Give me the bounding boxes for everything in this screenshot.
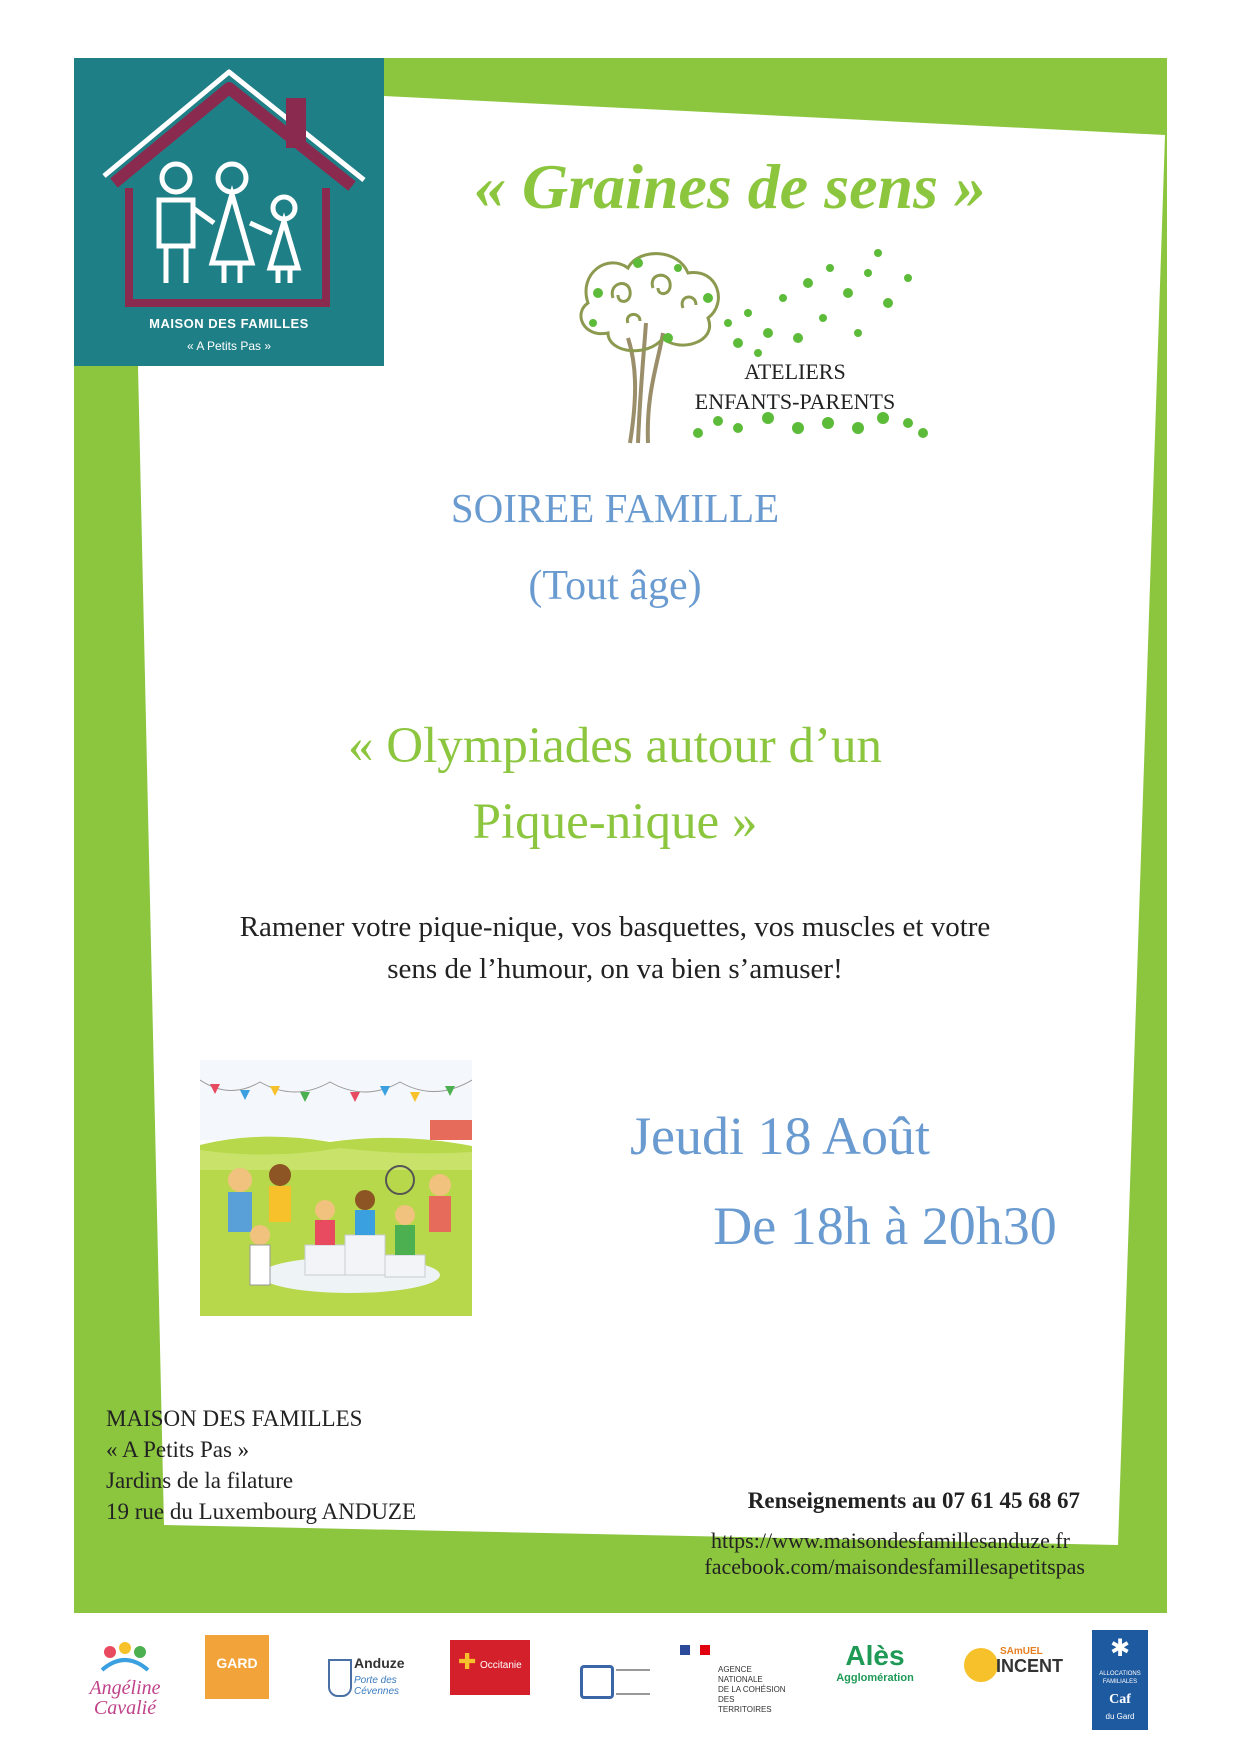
anduze-logo [328, 1655, 438, 1710]
samuel-vincent-logo [960, 1640, 1063, 1695]
address-line-2: « A Petits Pas » [106, 1437, 250, 1462]
agence-line-1: AGENCE [718, 1665, 752, 1674]
olympics-picnic-illustration [200, 1060, 472, 1316]
website-link[interactable]: https://www.maisondesfamillesanduze.fr [710, 1528, 1070, 1553]
angeline-cavalie-logo [80, 1640, 170, 1730]
angeline-line-2: Cavalié [93, 1697, 157, 1719]
caf-line-2: FAMILIALES [1102, 1679, 1138, 1685]
maison-des-familles-logo [74, 58, 384, 366]
event-title [220, 708, 1010, 860]
angeline-line-1: Angéline [89, 1677, 161, 1699]
vincent-line-2: INCENT [996, 1656, 1063, 1676]
msa-icon [580, 1665, 614, 1699]
event-time: De 18h à 20h30 [713, 1196, 1057, 1256]
event-title-line-2: Pique-nique » [472, 794, 758, 850]
description-line-2: sens de l’humour, on va bien s’amuser! [387, 953, 843, 985]
partner-logos [70, 1630, 1170, 1740]
anduze-sub-label: Porte des Cévennes [354, 1675, 400, 1697]
event-title-line-1: « Olympiades autour d’un [348, 718, 882, 774]
vincent-line-1: SAmUEL [1000, 1646, 1043, 1657]
ateliers-line-1: ATELIERS [744, 359, 846, 384]
anduze-crest-icon [328, 1659, 352, 1697]
gard-logo [205, 1635, 269, 1699]
contact-phone: Renseignements au 07 61 45 68 67 [747, 1488, 1080, 1513]
agence-cohesion-logo [680, 1645, 790, 1720]
description-line-1: Ramener votre pique-nique, vos basquettes, vos muscles et votre [239, 911, 991, 943]
agence-line-2: NATIONALE [718, 1675, 763, 1684]
facebook-link[interactable]: facebook.com/maisondesfamillesapetitspas [704, 1554, 1085, 1579]
caf-line-3: Caf [1109, 1692, 1131, 1707]
occitanie-logo [450, 1640, 530, 1695]
soiree-title: SOIREE FAMILLE [450, 485, 780, 531]
occitanie-label: Occitanie [480, 1660, 522, 1671]
ales-sub-label: Agglomération [836, 1672, 914, 1684]
ateliers-label [690, 357, 900, 417]
address-line-4: 19 rue du Luxembourg ANDUZE [106, 1499, 417, 1524]
logo-name: MAISON DES FAMILLES [149, 316, 309, 331]
program-title: « Graines de sens » [473, 151, 987, 222]
msa-logo [580, 1665, 660, 1705]
agence-line-3: DE LA COHÉSION [718, 1685, 786, 1694]
address-block [106, 1403, 416, 1527]
event-description [150, 906, 1080, 990]
occitanie-cross-icon: ✚ [458, 1649, 477, 1674]
ales-label: Alès [845, 1640, 905, 1671]
logo-subtitle: « A Petits Pas » [186, 339, 272, 353]
tree-icon [568, 243, 948, 453]
sun-icon [964, 1648, 998, 1682]
republique-flag-icon [680, 1645, 710, 1655]
msa-lines-icon [616, 1669, 650, 1695]
gard-label: GARD [216, 1655, 258, 1671]
event-date: Jeudi 18 Août [629, 1106, 930, 1166]
soiree-age: (Tout âge) [528, 563, 702, 609]
ateliers-line-2: ENFANTS-PARENTS [694, 389, 896, 414]
address-line-1: MAISON DES FAMILLES [106, 1406, 363, 1431]
address-line-3: Jardins de la filature [106, 1468, 294, 1493]
caf-line-1: ALLOCATIONS [1099, 1671, 1141, 1677]
anduze-label: Anduze [354, 1655, 405, 1671]
people-icon [80, 1640, 170, 1680]
ales-agglomeration-logo [825, 1640, 925, 1695]
agence-line-4: DES TERRITOIRES [718, 1695, 772, 1714]
caf-snowflake-icon: ✱ [1109, 1635, 1131, 1662]
caf-line-4: du Gard [1105, 1712, 1135, 1721]
caf-du-gard-logo [1092, 1630, 1148, 1730]
